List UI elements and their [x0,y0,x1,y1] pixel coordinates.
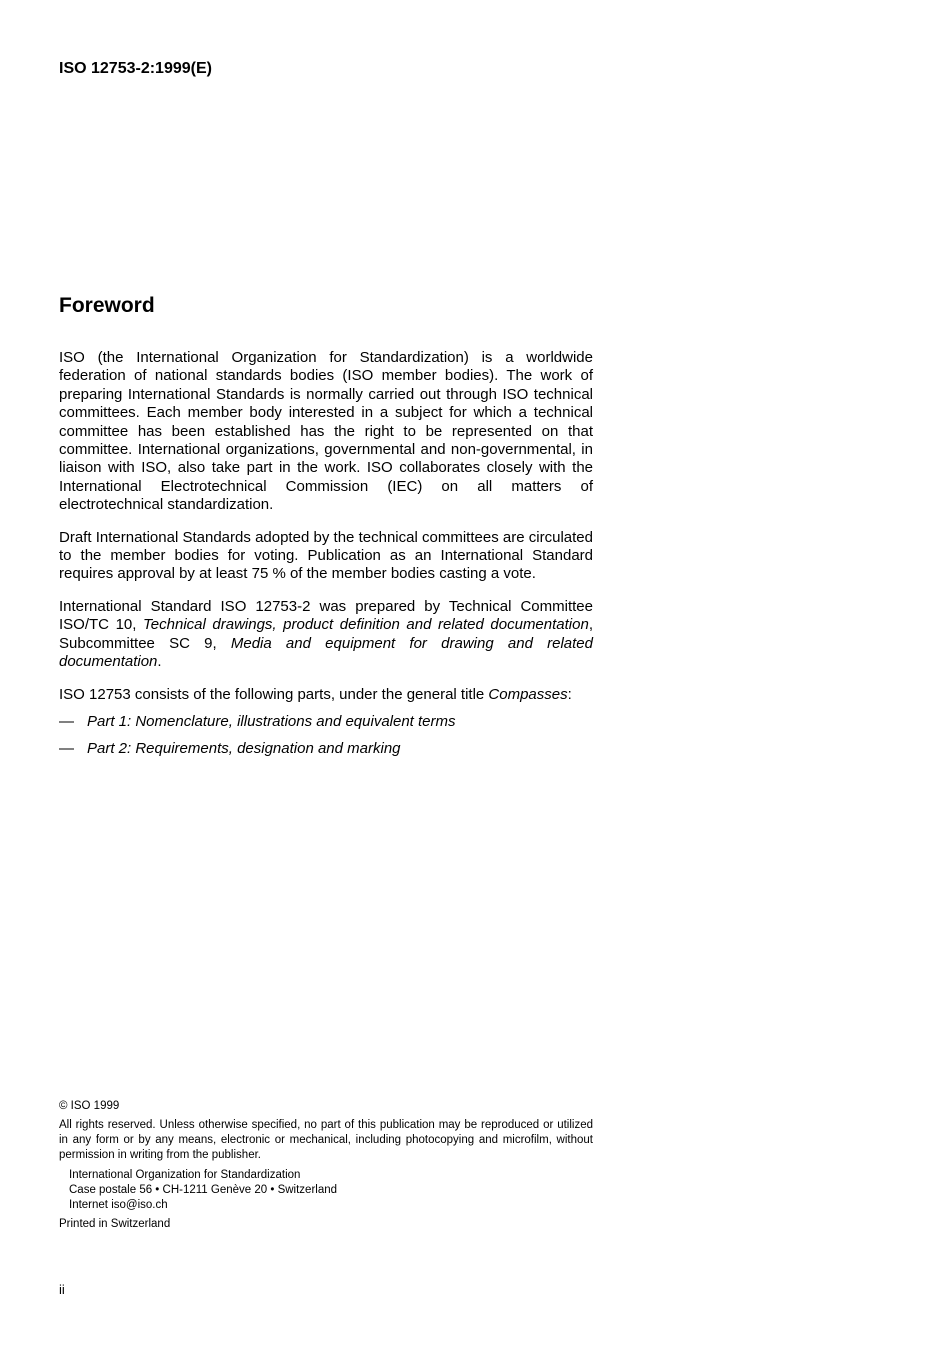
paragraph-parts-intro [59,686,593,704]
committee-text-1: International Standard ISO 12753-2 was prepared by Technical Committee ISO/TC 10, [59,597,593,634]
committee-text-2: , Subcommittee SC 9, [59,616,593,652]
document-id-header: ISO 12753-2:1999(E) [59,60,212,77]
committee-title: Technical drawings, product definition and related documentation [143,616,589,634]
org-internet: Internet iso@iso.ch [69,1199,168,1211]
committee-text-3: . [157,653,162,671]
org-name: International Organization for Standardization [69,1169,301,1181]
paragraph-committee [59,598,593,672]
list-item [59,740,593,758]
parts-intro-text: ISO 12753 consists of the following parts, under the general title [59,685,489,703]
copyright-footer [59,1099,593,1232]
copyright-line: © ISO 1999 [59,1100,120,1112]
page-number: ii [59,1282,65,1297]
list-item [59,713,593,731]
paragraph-draft-standards: Draft International Standards adopted by the technical committees are circulated to the member bodies for voting. Publication as an International Standard requires approval by at least 75 % of the member bodies casting a vote. [59,528,593,583]
list-dash: — [59,740,74,758]
subcommittee-title: Media and equipment for drawing and related documentation [59,634,593,671]
paragraph-iso-intro: ISO (the International Organization for Standardization) is a worldwide federation of national standards bodies (ISO member bodies). The work of preparing International Standards is normally carried out through ISO technical committees. Each member body interested in a subject for which a technical committee has been established has the right to be represented on that committee. International organizations, governmental and non-governmental, in liaison with ISO, also take part in the work. ISO collaborates closely with the International Electrotechnical Commission (IEC) on all matters of electrotechnical standardization. [59,349,593,514]
list-dash: — [59,712,74,730]
general-title: Compasses [488,685,568,703]
section-title: Foreword [59,294,155,317]
part-label: Part 1: Nomenclature, illustrations and equivalent terms [87,712,456,730]
part-label: Part 2: Requirements, designation and marking [87,740,401,758]
org-address: Case postale 56 • CH-1211 Genève 20 • Switzerland [69,1184,338,1196]
printed-in: Printed in Switzerland [59,1218,171,1230]
rights-statement: All rights reserved. Unless otherwise specified, no part of this publication may be reproduced or utilized in any form or by any means, electronic or mechanical, including photocopying and microfilm, without permission in writing from the publisher. [59,1119,593,1161]
parts-intro-colon: : [567,685,572,703]
foreword-body [59,349,593,768]
